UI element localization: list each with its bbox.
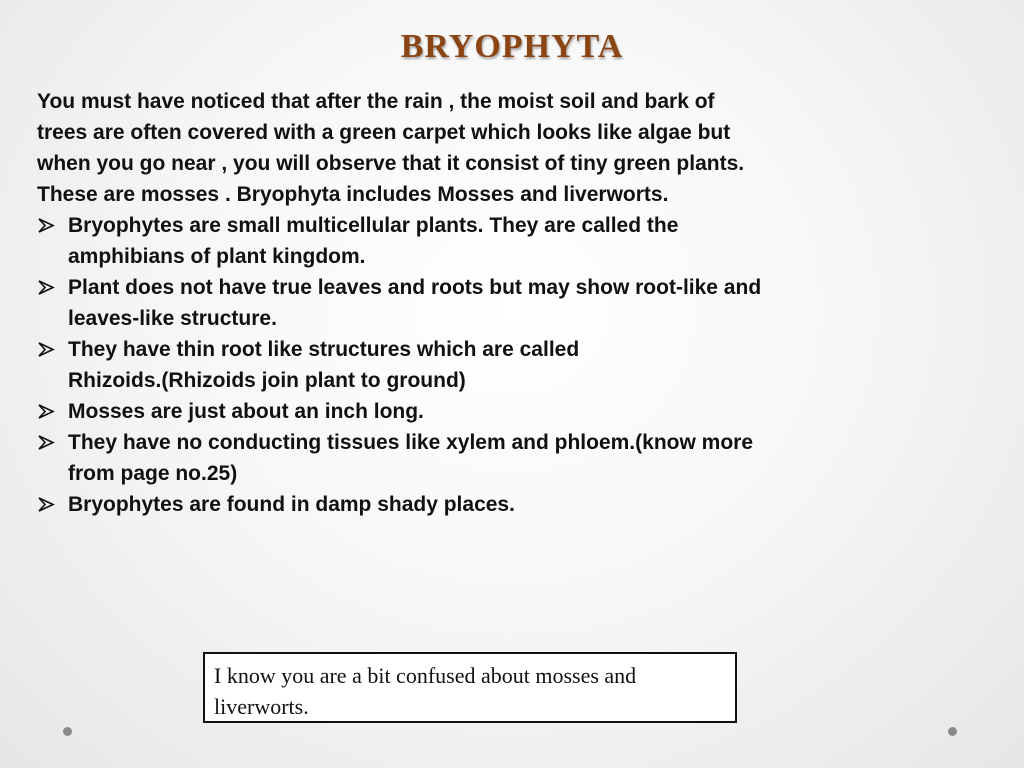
text-line: Rhizoids.(Rhizoids join plant to ground) [68,369,466,392]
arrow-bullet-icon [38,210,58,241]
intro-paragraph [37,86,937,210]
bullet-item [37,427,937,489]
bullet-text [68,400,424,423]
bullet-text [68,214,678,268]
bullet-item [37,489,937,520]
bullet-item [37,272,937,334]
arrow-bullet-icon [38,272,58,303]
slide-title: BRYOPHYTA [400,28,624,65]
text-line: Bryophytes are found in damp shady places. [68,493,515,516]
arrow-bullet-icon [38,427,58,458]
right-dot-ornament [948,727,957,736]
text-line: leaves-like structure. [68,307,277,330]
text-line: They have no conducting tissues like xylem and phloem.(know more [68,431,753,454]
bullet-text [68,338,579,392]
text-line: when you go near , you will observe that it consist of tiny green plants. [37,152,745,175]
text-line: I know you are a bit confused about mosses and [214,663,637,688]
bullet-text [68,431,753,485]
left-dot-ornament [63,727,72,736]
note-callout-box [203,652,737,723]
bullet-item [37,334,937,396]
arrow-bullet-icon [38,334,58,365]
bullet-item [37,396,937,427]
text-line: trees are often covered with a green carpet which looks like algae but [37,121,731,144]
text-line: Mosses are just about an inch long. [68,400,424,423]
slide-body [37,86,937,520]
arrow-bullet-icon [38,396,58,427]
text-line: liverworts. [214,694,309,719]
text-line: You must have noticed that after the rain , the moist soil and bark of [37,90,715,113]
text-line: Bryophytes are small multicellular plants. They are called the [68,214,679,237]
arrow-bullet-icon [38,489,58,520]
bullet-list [37,210,937,520]
bullet-text [68,493,515,516]
text-line: from page no.25) [68,462,238,485]
text-line: They have thin root like structures which are called [68,338,580,361]
bullet-text [68,276,761,330]
bullet-item [37,210,937,272]
text-line: These are mosses . Bryophyta includes Mosses and liverworts. [37,183,669,206]
text-line: amphibians of plant kingdom. [68,245,366,268]
text-line: Plant does not have true leaves and roots but may show root-like and [68,276,762,299]
